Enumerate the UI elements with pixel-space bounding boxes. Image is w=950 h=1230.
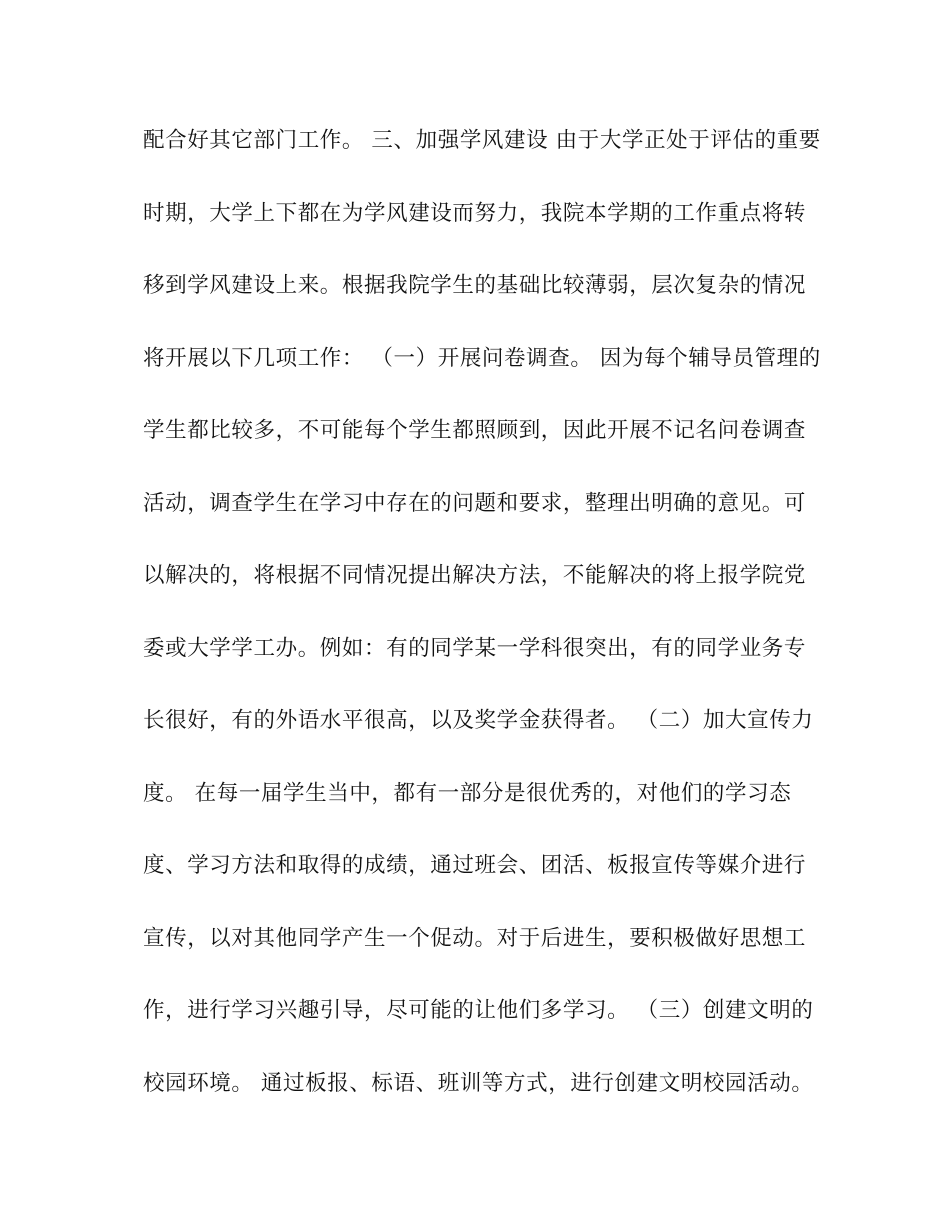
text-line: 度。 在每一届学生当中，都有一部分是很优秀的，对他们的学习态 <box>143 780 792 806</box>
text-line: 校园环境。 通过板报、标语、班训等方式，进行创建文明校园活动。 <box>143 1070 814 1096</box>
text-line: 活动，调查学生在学习中存在的问题和要求，整理出明确的意见。可 <box>143 490 807 516</box>
text-line: 度、学习方法和取得的成绩，通过班会、团活、板报宣传等媒介进行 <box>143 853 807 878</box>
text-line: 以解决的，将根据不同情况提出解决方法，不能解决的将上报学院党 <box>143 563 807 588</box>
text-line: 学生都比较多，不可能每个学生都照顾到，因此开展不记名问卷调查 <box>143 418 807 443</box>
text-line: 宣传，以对其他同学产生一个促动。对于后进生，要积极做好思想工 <box>143 925 807 951</box>
body-text <box>143 118 823 1133</box>
text-line: 长很好，有的外语水平很高，以及奖学金获得者。 （二）加大宣传力 <box>143 708 814 733</box>
text-line: 委或大学学工办。例如：有的同学某一学科很突出，有的同学业务专 <box>143 635 807 661</box>
text-line: 作，进行学习兴趣引导，尽可能的让他们多学习。 （三）创建文明的 <box>143 998 814 1023</box>
text-line: 将开展以下几项工作： （一）开展问卷调查。 因为每个辅导员管理的 <box>143 345 821 371</box>
text-line: 移到学风建设上来。根据我院学生的基础比较薄弱，层次复杂的情况 <box>143 273 807 298</box>
text-line: 配合好其它部门工作。 三、加强学风建设 由于大学正处于评估的重要 <box>143 128 821 153</box>
text-line: 时期，大学上下都在为学风建设而努力，我院本学期的工作重点将转 <box>143 200 807 226</box>
